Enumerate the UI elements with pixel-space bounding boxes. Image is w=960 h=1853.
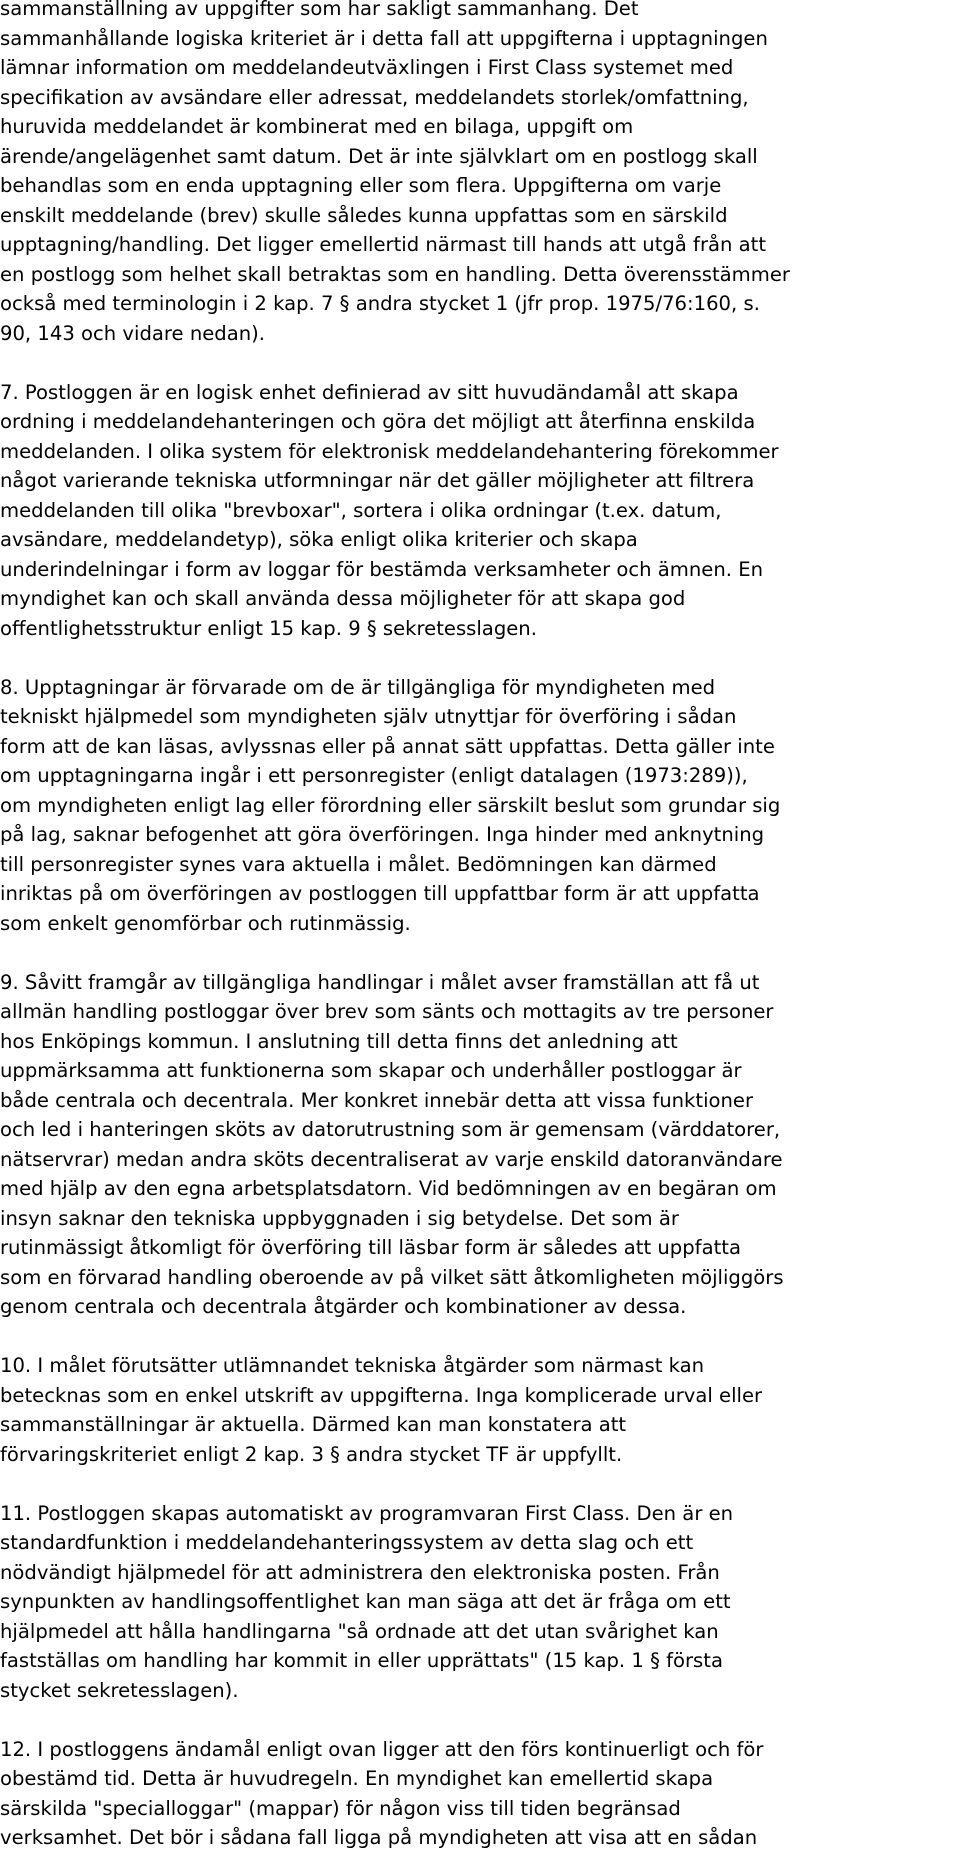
text-line: 10. I målet förutsätter utlämnandet tekniska åtgärder som närmast kan	[0, 1354, 705, 1377]
text-line: obestämd tid. Detta är huvudregeln. En myndighet kan emellertid skapa	[0, 1767, 714, 1790]
paragraph	[0, 1351, 960, 1469]
text-line: enskilt meddelande (brev) skulle således kunna uppfattas som en särskild	[0, 203, 728, 227]
text-line: standardfunktion i meddelandehanteringssystem av detta slag och ett	[0, 1531, 694, 1554]
paragraph	[0, 968, 960, 1322]
paragraph	[0, 0, 960, 348]
text-line: inriktas på om överföringen av postloggen till uppfattbar form är att uppfatta	[0, 882, 760, 905]
text-line: 8. Upptagningar är förvarade om de är tillgängliga för myndigheten med	[0, 675, 716, 699]
text-line: och led i hanteringen sköts av datorutrustning som är gemensam (värddatorer,	[0, 1118, 781, 1141]
text-line: betecknas som en enkel utskrift av uppgifterna. Inga komplicerade urval eller	[0, 1383, 763, 1407]
text-line: om myndigheten enligt lag eller förordning eller särskilt beslut som grundar sig	[0, 793, 781, 817]
text-line: specifikation av avsändare eller adressat, meddelandets storlek/omfattning,	[0, 85, 749, 109]
text-line: ordning i meddelandehanteringen och göra det möjligt att återfinna enskilda	[0, 410, 756, 433]
paragraph	[0, 378, 960, 644]
text-line: huruvida meddelandet är kombinerat med en bilaga, uppgift om	[0, 115, 634, 138]
text-line: 11. Postloggen skapas automatiskt av programvaran First Class. Den är en	[0, 1501, 734, 1525]
text-line: sammanställning av uppgifter som har sakligt sammanhang. Det	[0, 0, 639, 20]
text-line: också med terminologin i 2 kap. 7 § andra stycket 1 (jfr prop. 1975/76:160, s.	[0, 292, 760, 315]
text-line: på lag, saknar befogenhet att göra överföringen. Inga hinder med anknytning	[0, 823, 765, 846]
text-line: upptagning/handling. Det ligger emellertid närmast till hands att utgå från att	[0, 233, 767, 256]
text-line: uppmärksamma att funktionerna som skapar och underhåller postloggar är	[0, 1059, 742, 1082]
text-line: nätservrar) medan andra sköts decentraliserat av varje enskild datoranvändare	[0, 1147, 783, 1171]
text-line: nödvändigt hjälpmedel för att administrera den elektroniska posten. Från	[0, 1560, 720, 1584]
text-line: form att de kan läsas, avlyssnas eller på annat sätt uppfattas. Detta gäller inte	[0, 734, 775, 758]
text-line: till personregister synes vara aktuella i målet. Bedömningen kan därmed	[0, 852, 717, 876]
text-line: stycket sekretesslagen).	[0, 1678, 239, 1702]
text-line: hos Enköpings kommun. I anslutning till detta finns det anledning att	[0, 1029, 678, 1053]
text-line: 12. I postloggens ändamål enligt ovan ligger att den förs kontinuerligt och för	[0, 1737, 764, 1761]
text-line: lämnar information om meddelandeutväxlingen i First Class systemet med	[0, 56, 734, 79]
text-line: särskilda "specialloggar" (mappar) för någon viss till tiden begränsad	[0, 1796, 681, 1820]
text-line: genom centrala och decentrala åtgärder och kombinationer av dessa.	[0, 1295, 687, 1318]
text-line: underindelningar i form av loggar för bestämda verksamheter och ämnen. En	[0, 557, 764, 581]
text-line: avsändare, meddelandetyp), söka enligt olika kriterier och skapa	[0, 528, 638, 551]
text-line: om upptagningarna ingår i ett personregister (enligt datalagen (1973:289)),	[0, 764, 748, 787]
paragraph	[0, 673, 960, 939]
text-line: allmän handling postloggar över brev som sänts och mottagits av tre personer	[0, 1000, 774, 1023]
text-line: förvaringskriteriet enligt 2 kap. 3 § andra stycket TF är uppfyllt.	[0, 1442, 623, 1466]
text-line: med hjälp av den egna arbetsplatsdatorn. Vid bedömningen av en begäran om	[0, 1177, 777, 1200]
paragraph	[0, 1499, 960, 1706]
text-line: meddelanden till olika "brevboxar", sortera i olika ordningar (t.ex. datum,	[0, 498, 722, 522]
text-line: både centrala och decentrala. Mer konkret innebär detta att vissa funktioner	[0, 1088, 754, 1112]
text-line: verksamhet. Det bör i sådana fall ligga på myndigheten att visa att en sådan	[0, 1826, 758, 1849]
text-line: synpunkten av handlingsoffentlighet kan man säga att det är fråga om ett	[0, 1590, 731, 1613]
text-line: sammanhållande logiska kriteriet är i detta fall att uppgifterna i upptagningen	[0, 26, 768, 50]
text-line: sammanställningar är aktuella. Därmed kan man konstatera att	[0, 1413, 627, 1436]
text-line: tekniskt hjälpmedel som myndigheten själv utnyttjar för överföring i sådan	[0, 705, 737, 728]
text-line: behandlas som en enda upptagning eller som flera. Uppgifterna om varje	[0, 174, 722, 197]
text-line: 90, 143 och vidare nedan).	[0, 321, 266, 345]
text-line: offentlighetsstruktur enligt 15 kap. 9 § sekretesslagen.	[0, 616, 537, 640]
text-line: fastställas om handling har kommit in eller upprättats" (15 kap. 1 § första	[0, 1649, 723, 1672]
text-line: insyn saknar den tekniska uppbyggnaden i sig betydelse. Det som är	[0, 1206, 679, 1230]
text-line: 7. Postloggen är en logisk enhet definierad av sitt huvudändamål att skapa	[0, 380, 739, 404]
text-line: 9. Såvitt framgår av tillgängliga handlingar i målet avser framställan att få ut	[0, 970, 760, 994]
text-line: rutinmässigt åtkomligt för överföring till läsbar form är således att uppfatta	[0, 1236, 741, 1259]
text-line: ärende/angelägenhet samt datum. Det är inte självklart om en postlogg skall	[0, 144, 758, 168]
text-line: som enkelt genomförbar och rutinmässig.	[0, 911, 411, 935]
text-line: meddelanden. I olika system för elektronisk meddelandehantering förekommer	[0, 439, 779, 463]
text-line: något varierande tekniska utformningar när det gäller möjligheter att filtrera	[0, 469, 755, 492]
text-line: myndighet kan och skall använda dessa möjligheter för att skapa god	[0, 587, 686, 610]
text-line: hjälpmedel att hålla handlingarna "så ordnade att det utan svårighet kan	[0, 1619, 719, 1643]
text-line: som en förvarad handling oberoende av på vilket sätt åtkomligheten möjliggörs	[0, 1265, 784, 1289]
text-line: en postlogg som helhet skall betraktas som en handling. Detta överensstämmer	[0, 262, 790, 286]
paragraph	[0, 1735, 960, 1853]
